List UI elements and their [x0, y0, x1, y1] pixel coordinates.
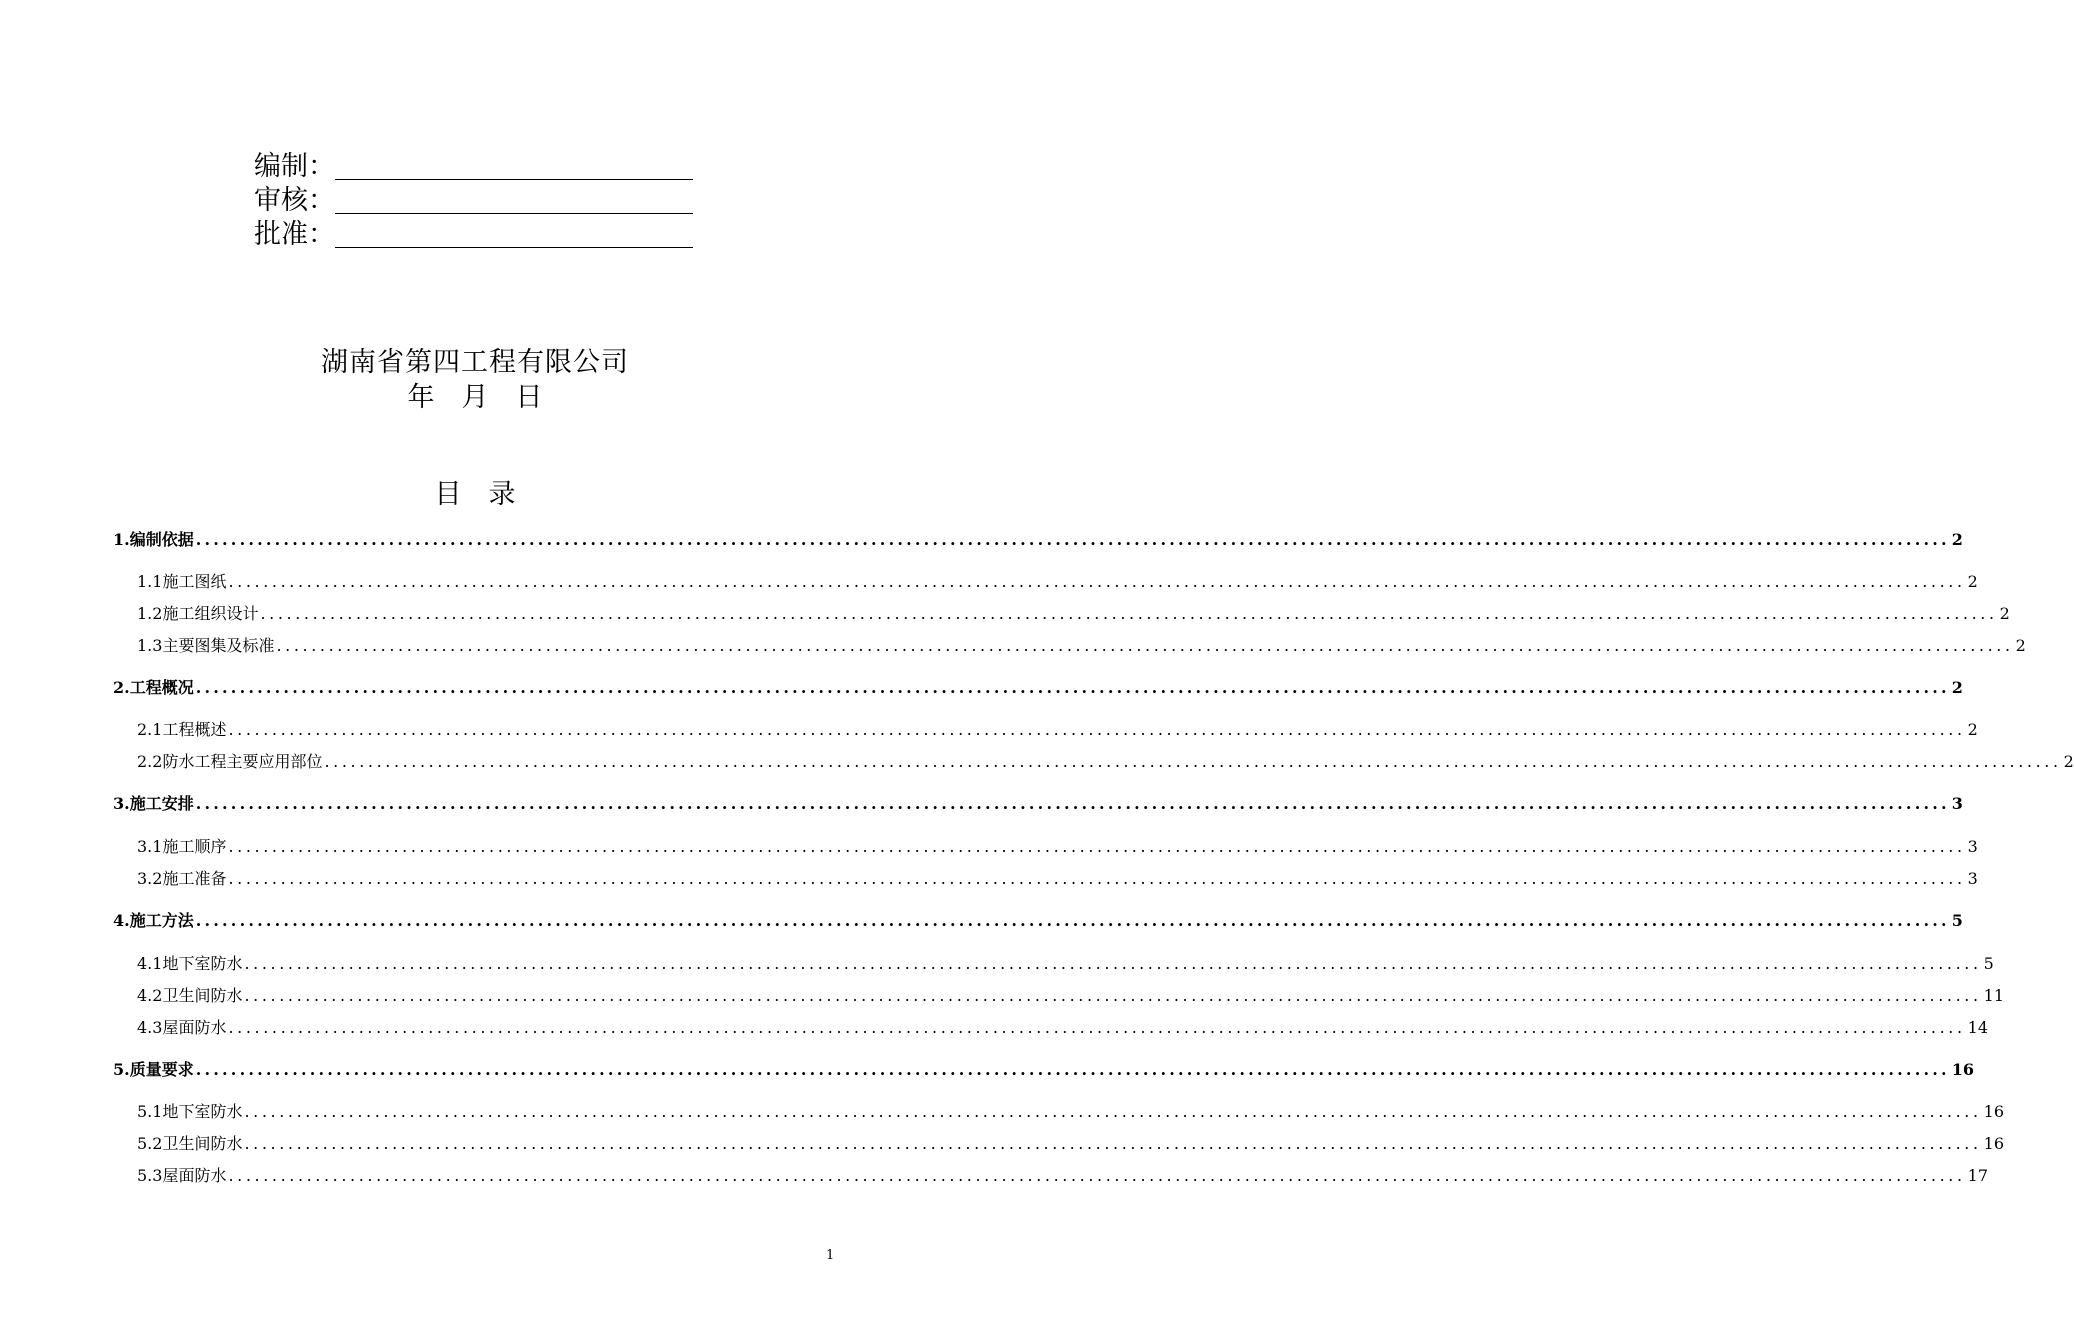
toc-entry[interactable]: [113, 675, 1963, 697]
toc-dot-leader: ........................................................................................................................................................................................................: [260, 604, 1998, 623]
toc-entry[interactable]: [113, 1015, 1988, 1037]
toc-entry-label: 3.1施工顺序: [137, 837, 227, 856]
toc-entry[interactable]: [113, 1057, 1975, 1079]
toc-entry-page: 17: [1967, 1166, 1988, 1185]
approve-signature-line: [335, 225, 693, 248]
toc-entry[interactable]: [113, 908, 1963, 930]
toc-entry-label: 4.1地下室防水: [137, 954, 243, 973]
toc-entry-page: 2: [2063, 752, 2074, 771]
toc-title: 目 录: [434, 479, 516, 510]
toc-entry[interactable]: [113, 633, 2026, 655]
toc-entry-label: 5.2卫生间防水: [137, 1134, 243, 1153]
toc-entry-page: 2: [2015, 636, 2026, 655]
toc-entry-page: 2: [1967, 572, 1978, 591]
approve-row: [254, 218, 693, 252]
toc-entry[interactable]: [113, 834, 1978, 856]
toc-dot-leader: ........................................................................................................................................................................................................: [195, 530, 1950, 549]
toc-entry[interactable]: [113, 1099, 2004, 1121]
toc-dot-leader: ........................................................................................................................................................................................................: [195, 1060, 1950, 1079]
toc-dot-leader: ........................................................................................................................................................................................................: [228, 1018, 1966, 1037]
compile-label: 编制：: [254, 151, 335, 182]
toc-entry-label: 1.1施工图纸: [137, 572, 227, 591]
toc-entry-label: 2.2防水工程主要应用部位: [137, 752, 323, 771]
toc-entry-label: 3.2施工准备: [137, 869, 227, 888]
toc-entry-page: 5: [1951, 911, 1963, 930]
toc-entry-label: 1.2施工组织设计: [137, 604, 259, 623]
date-line: 年 月 日: [407, 382, 543, 413]
toc-dot-leader: ........................................................................................................................................................................................................: [228, 1166, 1966, 1185]
toc-dot-leader: ........................................................................................................................................................................................................: [324, 752, 2062, 771]
toc-dot-leader: ........................................................................................................................................................................................................: [228, 720, 1966, 739]
toc-entry-label: 2.工程概况: [113, 678, 194, 697]
toc-entry-label: 5.质量要求: [113, 1060, 194, 1079]
toc-dot-leader: ........................................................................................................................................................................................................: [228, 837, 1966, 856]
toc-dot-leader: ........................................................................................................................................................................................................: [244, 986, 1982, 1005]
toc-entry-label: 5.3屋面防水: [137, 1166, 227, 1185]
toc-entry-page: 2: [1999, 604, 2010, 623]
toc-entry[interactable]: [113, 1131, 2004, 1153]
toc-dot-leader: ........................................................................................................................................................................................................: [195, 911, 1950, 930]
toc-entry-page: 16: [1983, 1134, 2004, 1153]
toc-dot-leader: ........................................................................................................................................................................................................: [195, 678, 1950, 697]
toc-entry-label: 4.施工方法: [113, 911, 194, 930]
toc-entry-label: 5.1地下室防水: [137, 1102, 243, 1121]
toc-entry-label: 2.1工程概述: [137, 720, 227, 739]
toc-entry-page: 2: [1967, 720, 1978, 739]
toc-entry-page: 3: [1967, 837, 1978, 856]
toc-dot-leader: ........................................................................................................................................................................................................: [244, 954, 1982, 973]
page-number: 1: [826, 1248, 835, 1263]
toc-dot-leader: ........................................................................................................................................................................................................: [244, 1134, 1982, 1153]
toc-entry[interactable]: [113, 527, 1963, 549]
toc-dot-leader: ........................................................................................................................................................................................................: [228, 869, 1966, 888]
review-row: [254, 184, 693, 218]
review-label: 审核：: [254, 185, 335, 216]
review-signature-line: [335, 191, 693, 214]
toc-entry-page: 3: [1951, 794, 1963, 813]
toc-entry[interactable]: [113, 717, 1978, 739]
toc-entry-label: 4.3屋面防水: [137, 1018, 227, 1037]
company-name: 湖南省第四工程有限公司: [321, 347, 629, 378]
toc-dot-leader: ........................................................................................................................................................................................................: [276, 636, 2014, 655]
toc-entry-page: 14: [1967, 1018, 1988, 1037]
toc-entry[interactable]: [113, 866, 1978, 888]
toc-entry-page: 2: [1951, 678, 1963, 697]
toc-entry-label: 1.3主要图集及标准: [137, 636, 275, 655]
toc-entry-page: 2: [1951, 530, 1963, 549]
toc-dot-leader: ........................................................................................................................................................................................................: [228, 572, 1966, 591]
toc-entry[interactable]: [113, 749, 2074, 771]
signature-block: [254, 150, 693, 252]
toc-entry-label: 1.编制依据: [113, 530, 194, 549]
approve-label: 批准：: [254, 219, 335, 250]
toc-entry-page: 16: [1951, 1060, 1975, 1079]
compile-row: [254, 150, 693, 184]
toc-dot-leader: ........................................................................................................................................................................................................: [195, 794, 1950, 813]
toc-entry[interactable]: [113, 791, 1963, 813]
toc-entry[interactable]: [113, 951, 1994, 973]
toc-entry[interactable]: [113, 1163, 1988, 1185]
toc-entry-label: 3.施工安排: [113, 794, 194, 813]
toc-entry-label: 4.2卫生间防水: [137, 986, 243, 1005]
toc-entry-page: 11: [1983, 986, 2004, 1005]
toc-entry[interactable]: [113, 601, 2010, 623]
toc-entry-page: 16: [1983, 1102, 2004, 1121]
toc-entry-page: 3: [1967, 869, 1978, 888]
compile-signature-line: [335, 157, 693, 180]
toc-entry[interactable]: [113, 569, 1978, 591]
toc-entry-page: 5: [1983, 954, 1994, 973]
toc-dot-leader: ........................................................................................................................................................................................................: [244, 1102, 1982, 1121]
toc-entry[interactable]: [113, 983, 2004, 1005]
